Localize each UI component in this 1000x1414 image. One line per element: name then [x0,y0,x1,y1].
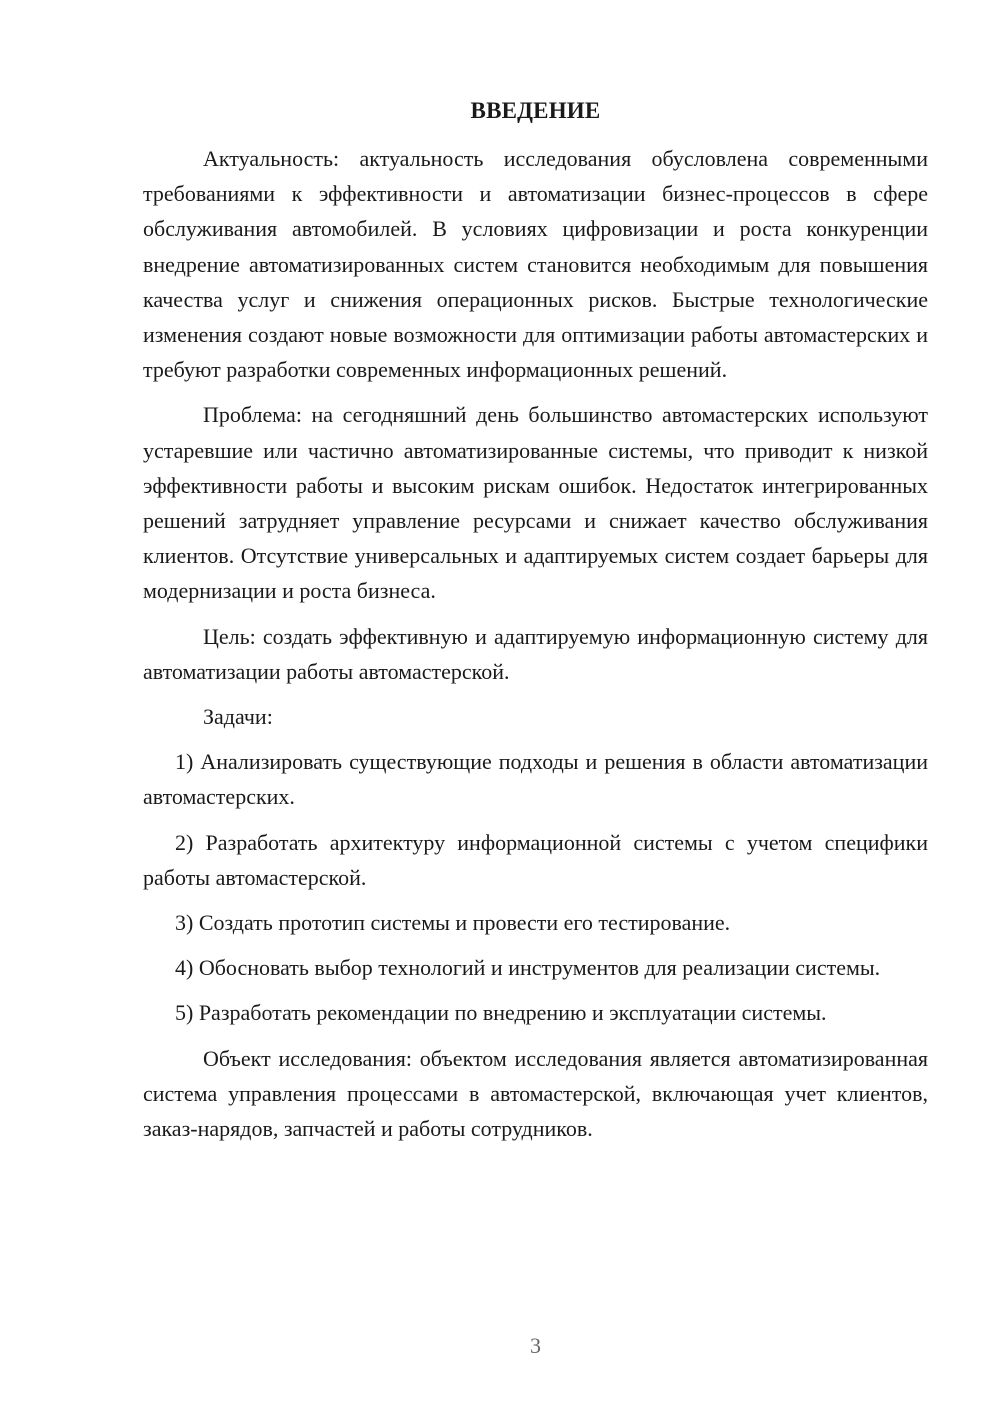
section-body [143,141,928,1156]
task-item-2: 2) Разработать архитектуру информационной системы с учетом специфики работы автомастерской. [143,829,928,890]
task-item-1: 1) Анализировать существующие подходы и решения в области автоматизации автомастерских. [143,749,928,810]
problem-paragraph: Проблема: на сегодняшний день большинство автомастерских используют устаревшие или частично автоматизированные системы, что приводит к низкой эффективности работы и высоким рискам ошибок. Недостаток интегрированных решений затрудняет управление ресурсами и снижает качество обслуживания клиентов. Отсутствие универсальных и адаптируемых систем создает барьеры для модернизации и роста бизнеса. [143,402,928,604]
relevance-paragraph: Актуальность: актуальность исследования обусловлена современными требованиями к эффективности и автоматизации бизнес-процессов в сфере обслуживания автомобилей. В условиях цифровизации и роста конкуренции внедрение автоматизированных систем становится необходимым для повышения качества услуг и снижения операционных рисков. Быстрые технологические изменения создают новые возможности для оптимизации работы автомастерских и требуют разработки современных информационных решений. [143,146,928,383]
task-item-3: 3) Создать прототип системы и провести его тестирование. [175,910,731,936]
section-title: ВВЕДЕНИЕ [470,98,601,123]
goal-paragraph: Цель: создать эффективную и адаптируемую информационную систему для автоматизации работы автомастерской. [143,623,928,684]
tasks-label: Задачи: [203,704,273,730]
task-item-5: 5) Разработать рекомендации по внедрению и эксплуатации системы. [175,1000,827,1026]
task-item-4: 4) Обосновать выбор технологий и инструментов для реализации системы. [175,955,881,981]
object-paragraph: Объект исследования: объектом исследования является автоматизированная система управления процессами в автомастерской, включающая учет клиентов, заказ-нарядов, запчастей и работы сотрудников. [143,1045,928,1142]
page-number: 3 [530,1333,541,1358]
